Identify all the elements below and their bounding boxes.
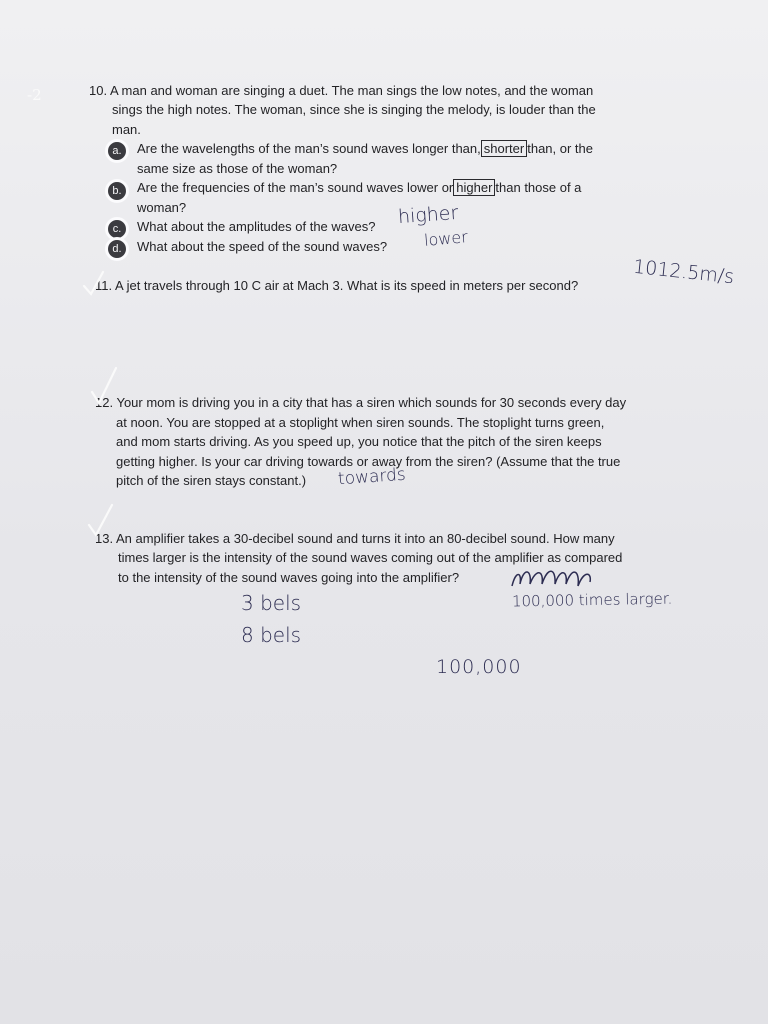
q10d-label-circled: d. [105,237,129,261]
q12-text-line2: at noon. You are stopped at a stoplight when siren sounds. The stoplight turns green, [116,415,605,430]
q10a-label-circled: a. [105,139,129,163]
q12-handwritten-answer: towards [337,464,407,490]
q10a-line2: same size as those of the woman? [137,161,338,176]
q10b-boxed-answer: higher [453,179,495,196]
q12-text-line3: and mom starts driving. As you speed up, you notice that the pitch of the siren keeps [116,434,602,449]
q13-work-line1: 3 bels [241,591,302,615]
q13-text-line2: times larger is the intensity of the sound waves coming out of the amplifier as compared [118,550,623,565]
q10b-line2: woman? [137,200,187,215]
q12-check-mark [92,368,116,403]
q10d-handwritten-answer: lower [423,227,469,250]
grade-mark: -2 [27,86,42,104]
q12-text-line4: getting higher. Is your car driving towards or away from the siren? (Assume that the true [116,454,621,469]
q12-text-line1: Your mom is driving you in a city that has a siren which sounds for 30 seconds every day [116,395,627,410]
q13-text-line3: to the intensity of the sound waves going into the amplifier? [118,570,460,585]
q13-number: 13. [95,531,114,546]
q10-text-line3: man. [112,122,141,137]
q13-text-line1: An amplifier takes a 30-decibel sound and turns it into an 80-decibel sound. How many [115,531,615,546]
q10a-text: Are the wavelengths of the man’s sound waves longer than, [137,141,481,156]
q10-text-line1: A man and woman are singing a duet. The man sings the low notes, and the woman [109,83,594,98]
q13-handwritten-answer: 100,000 times larger. [511,589,673,611]
q10-number: 10. [89,83,108,98]
q10-text-line2: sings the high notes. The woman, since she is singing the melody, is louder than the [112,102,596,117]
q10d-text: What about the speed of the sound waves? [137,239,388,254]
q13-scribbled-out-word [512,571,590,586]
q10c-handwritten-answer: higher [397,201,459,229]
q10b-text-post: than those of a [495,180,582,195]
q13-check-mark [89,505,112,535]
q10a-boxed-answer: shorter [481,140,527,157]
q13-work-line2: 8 bels [241,623,302,647]
q10b-text: Are the frequencies of the man’s sound waves lower or [137,180,454,195]
q11-check-mark [84,272,103,294]
q10c-text: What about the amplitudes of the waves? [137,219,376,234]
q10c-label-circled: c. [105,217,129,241]
q10a-text-post: than, or the [527,141,594,156]
q13-work-line3: 100,000 [436,656,522,678]
q11-number: 11. [95,278,113,293]
q12-number: 12. [95,395,114,410]
q12-text-line5: pitch of the siren stays constant.) [116,473,307,488]
q11-text: A jet travels through 10 C air at Mach 3. What is its speed in meters per second? [115,278,579,293]
q11-handwritten-answer: 1012.5m/s [632,255,736,289]
q10b-label-circled: b. [105,179,129,203]
